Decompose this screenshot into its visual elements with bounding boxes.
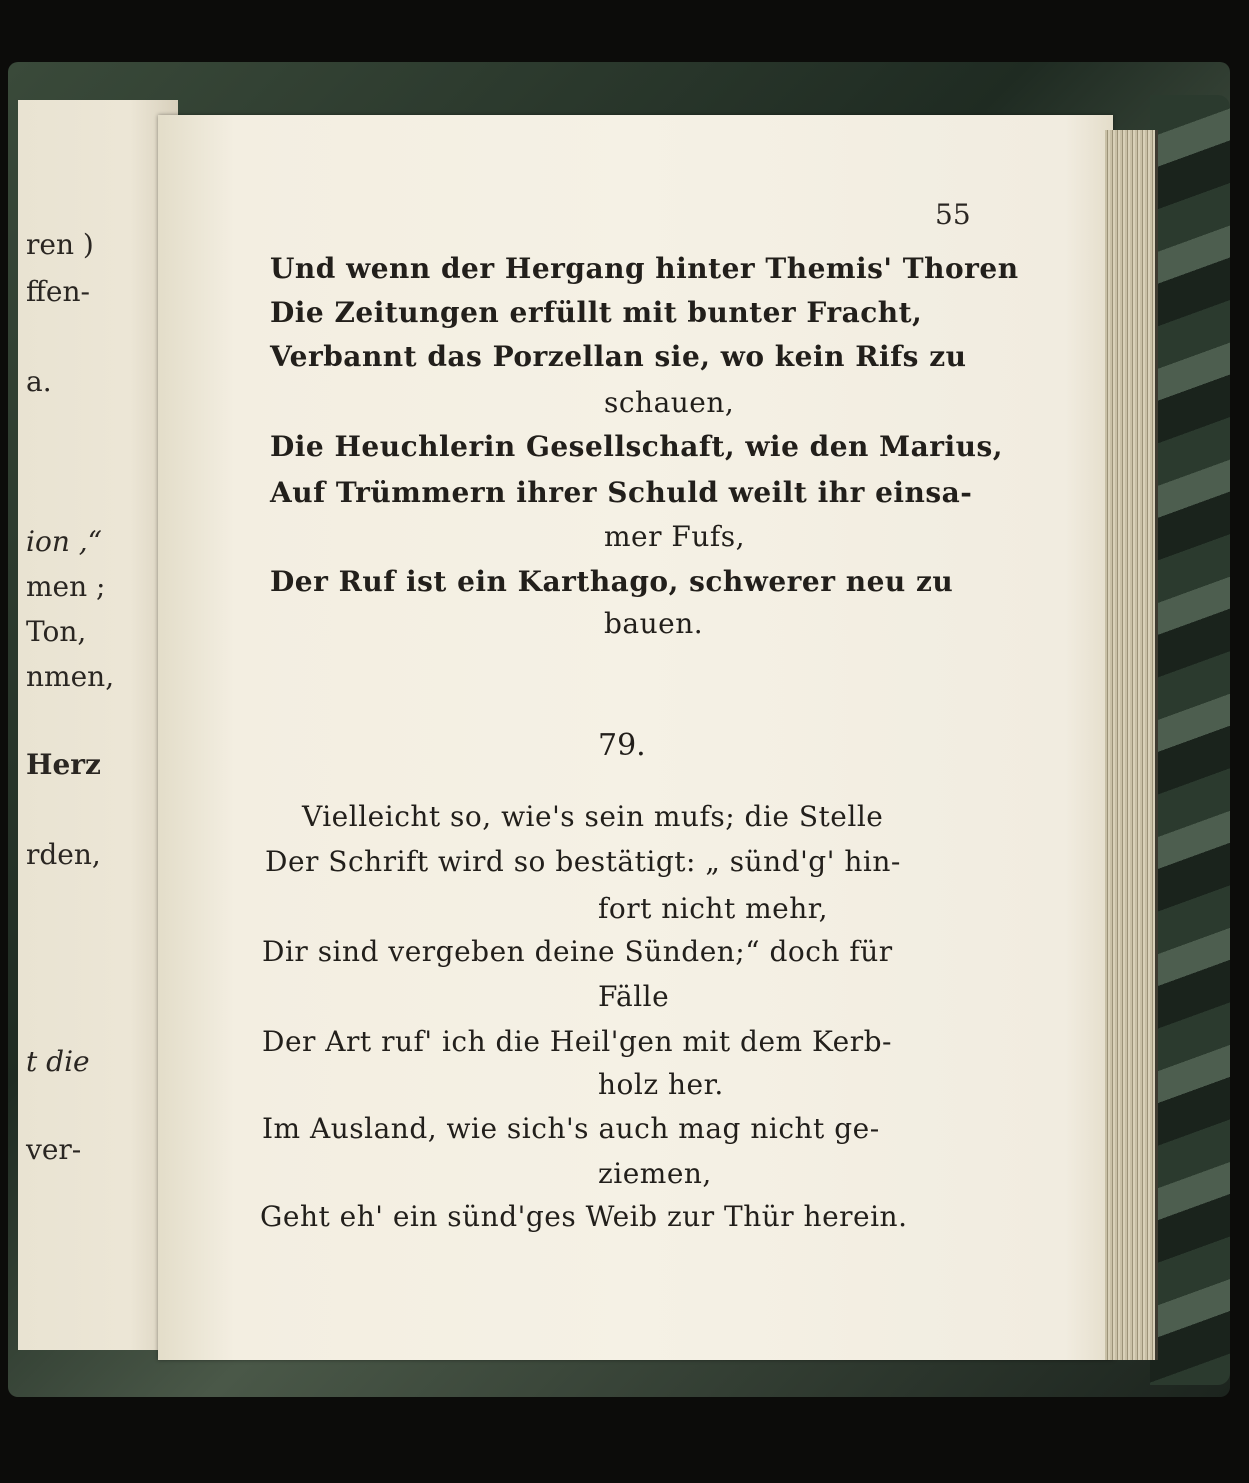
verse-line: Die Heuchlerin Gesellschaft, wie den Marius, [270,430,1004,463]
verse-line-continuation: holz her. [598,1068,724,1101]
verse-line: Der Schrift wird so bestätigt: „ sünd'g' hin- [265,845,901,878]
left-fragment: ver- [26,1133,82,1166]
left-fragment: ren ) [26,228,94,261]
verse-line: Geht eh' ein sünd'ges Weib zur Thür herein. [260,1200,908,1233]
verse-line: Die Zeitungen erfüllt mit bunter Fracht, [270,296,923,329]
left-page [18,100,178,1350]
verse-line-continuation: fort nicht mehr, [598,892,828,925]
verse-line-continuation: bauen. [604,607,704,640]
left-fragment: Ton, [26,615,87,648]
page-number: 55 [935,198,971,231]
left-fragment: rden, [26,838,101,871]
verse-line: Vielleicht so, wie's sein mufs; die Stelle [302,800,884,833]
left-fragment: Herz [26,748,101,781]
verse-line-continuation: Fälle [598,980,670,1013]
left-fragment: ion ,“ [26,525,102,558]
verse-line: Auf Trümmern ihrer Schuld weilt ihr einsa- [270,476,973,509]
verse-line: Dir sind vergeben deine Sünden;“ doch für [262,935,893,968]
verse-line-continuation: mer Fufs, [604,520,745,553]
verse-line-continuation: schauen, [604,386,735,419]
verse-line: Und wenn der Hergang hinter Themis' Thoren [270,252,1019,285]
verse-line-continuation: ziemen, [598,1157,712,1190]
book-cover-edge [1150,95,1230,1385]
poem-number: 79. [598,728,646,763]
left-fragment: ffen- [26,275,90,308]
left-fragment: men ; [26,570,106,603]
verse-line: Der Art ruf' ich die Heil'gen mit dem Kerb- [262,1025,892,1058]
verse-line: Verbannt das Porzellan sie, wo kein Rifs zu [270,340,967,373]
verse-line: Im Ausland, wie sich's auch mag nicht ge- [262,1112,880,1145]
left-fragment: a. [26,365,52,398]
page-edges [1105,130,1158,1360]
verse-line: Der Ruf ist ein Karthago, schwerer neu zu [270,565,954,598]
left-fragment: nmen, [26,660,115,693]
left-fragment: t die [26,1045,90,1078]
